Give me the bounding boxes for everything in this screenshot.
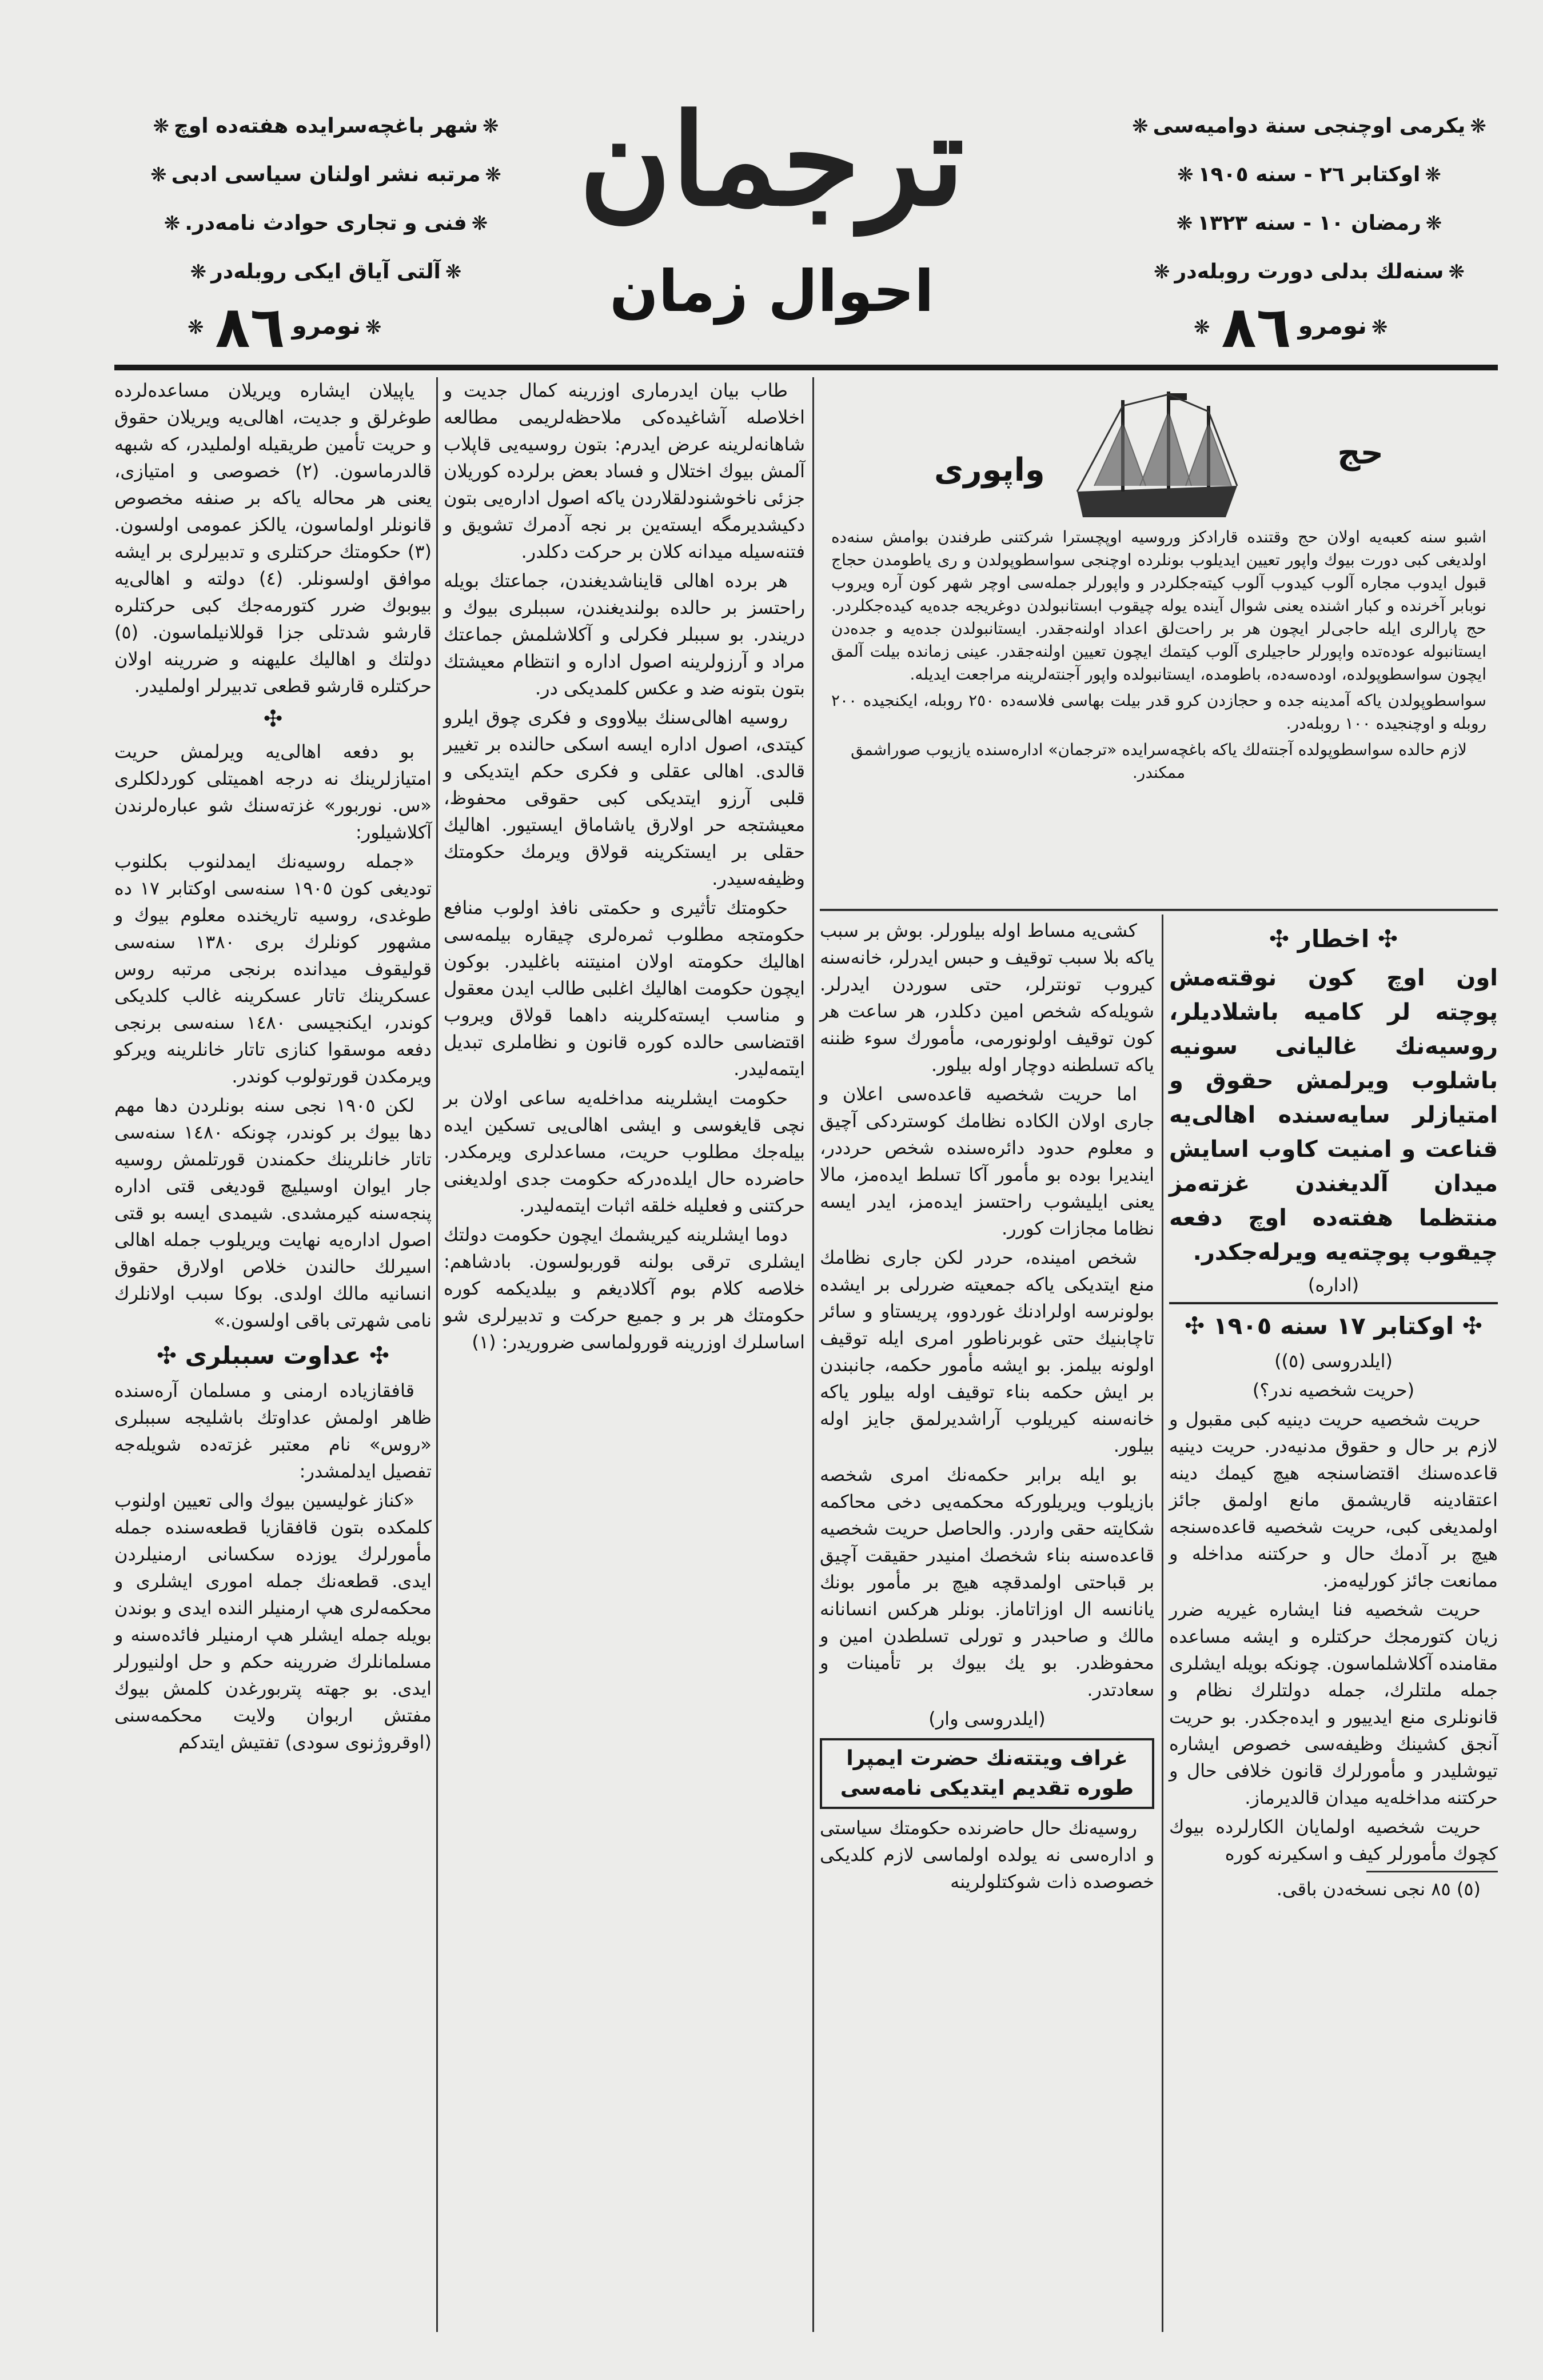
column-1 [114,377,432,1758]
ornament-icon: ❋ [471,212,488,235]
article-paragraph: دوما ايشلرينه كيريشمك ايچون حكومت دولتك ايشلرى ترقى بولنه قوربولسون. بادشاهم: خلاصه كلام بوم آكلاديغم و بيلديكمه كوره حكومتك هر بر و جميع حركت و تدبيرلرى شو اساسلرك اوزرينه قورولماسى ضروريدر: (۱) [444,1224,805,1353]
newspaper-subtitle: احوال زمان [609,258,934,325]
ornament-icon: ❋ [164,212,181,235]
ornament-icon: ❋ [190,261,207,283]
ad-body: اشبو سنه كعبه‌يه اولان حج‌ وقتنده قارادكز وروسيه اوپچسترا شركتنى طرفندن بوامش سنه‌ده اولديغى كبى دورت بيوك واپور تعيين ايديلوب بونلرده اوچنجى سواسطوپولدن و رى ياطومدن حجاج قبول ايدوب مجاره آلوب كيدوب آلوب كيته‌جكلردر و واپورلر جمله‌سى اوچر شهر كون آره ويروب نوبابر آخرنده و كبار اشنده يعنى شوال آينده يوله چيقوب ابستانبولدن دوغريجه جده‌يه كيده‌جكلردر. حج پارالرى ايله حاجى‌لر ايچون هر بر راحت‌لق اعداد اولنه‌جقدر. ايستانبولدن جده‌يه و جده‌دن ايستانبوله عوده‌تده واپورلر حاجيلرى آلوب كيتمك ايچون تعيين اولنه‌جقدر. عينى زمانده بيلت آلمق ايچون سواسطوپولده، اوده‌سه‌ده، باطومده، ايستانبولده واپور آجنته‌لرينه مراجعت ايديله. [831,528,1486,684]
article-paragraph: حكومت ايشلرينه مداخله‌يه ساعى اولان بر نچى قايغوسى و ايشى اهالى‌يى تسكين ايده بيله‌جك مطلوب حريت، مساعدلرى ويرمكدر. حاضرده حال ايلده‌دركه حكومت جدى اولديغنى حركتنى و فعليله خلقه اثبات ايتمه‌ليدر. [444,1087,805,1216]
column-4 [1169,917,1498,1905]
article-paragraph: حريت شخصيه حريت دينيه كبى مقبول و لازم بر حال و حقوق مدنيه‌در. حريت دينيه قاعده‌سنك اقتضاسنجه هيچ كيمك دينه اعتقادينه قاريشمق مانع اولمق جائز اولمديغى كبى، حريت شخصيه قاعده‌سنجه هيچ بر آدمك حال و حركتنه مداخله و ممانعت جائز كورليه‌مز. [1169,1408,1498,1591]
hajj-steamer-advertisement [820,377,1498,903]
notice-signature: (اداره) [1307,1274,1359,1296]
ornament-icon: ❋ [1132,115,1149,138]
article-paragraph: كشى‌يه مساط اوله بيلورلر. بوش بر سبب ياكه بلا سبب توقيف و حبس ايدرلر، خانه‌سنه كيروب تونترلر، حتى سوردن ايدرلر. شويله‌كه شخص امين دكلدر، هر ساعت هر كون توقيف اولونورمى، مأمورك سوء ظننه ياكه تسلطنه دوچار اوله بيلور. [820,920,1154,1076]
ornament-icon: ❋ [153,115,169,138]
article-heading-enmity-causes: ✣ عداوت سببلرى ✣ [156,1341,390,1369]
header-half-year-price: ❋آلتى آياق ايكى روبله‌در❋ [190,260,462,283]
header-gregorian-date: ❋اوكتابر ۲٦ - سنه ۱۹۰٥❋ [1177,163,1441,186]
ornament-icon: ❋ [365,316,382,339]
ornament-icon: ❋ [483,115,499,138]
ad-title-hajj: حج [1337,434,1383,472]
ornament-icon: ❋ [1154,261,1170,283]
article-date-heading: ✣ اوكتابر ۱۷ سنه ۱۹۰٥ ✣ [1184,1312,1483,1340]
article-paragraph: لكن ۱۹۰٥ نجى سنه بونلردن دها مهم دها بيوك بر كوندر، چونكه ۱٤۸۰ سنه‌سى تاتار خانلرينك حكمندن قورتلمش روسيه جار ايوان اوسيليچ قوديغى قتى اداره پنجه‌سنه كيرمشدى. شيمدى ايسه بو قتى اصول اداره‌يه نهايت ويريلوب جمله اهالى اسيرلك حالندن خلاص اولارق حقوق انسانيه مالك اولدى. بوكا سبب اولانلرك نامى شهرتى باقى اولسون.» [114,1095,432,1331]
header-description-2: ❋فنى و تجارى حوادث نامه‌در.❋ [164,211,488,235]
ornament-icon: ❋ [1371,316,1388,339]
article-paragraph: ياپيلان ايشاره ويريلان مساعده‌لرده طوغرلق و جديت، اهالى‌يه ويريلان حقوق و حريت تأمين طريقيله اولمليدر، كه شبهه قالدرماسون. (۲) خصوصى و امتيازى، يعنى هر محاله ياكه بر صنفه مخصوص قانونلر اولماسون، يالكز عمومى اولسون. (۳) حكومتك حركتلرى و تدبيرلرى بر ايشه موافق اولسونلر. (٤) دولته و اهالى‌يه بيوبوك ضرر كتورمه‌جك كبى حركتلره قارشو شدتلى جزا قوللانيلماسون. (٥) دولتك و اهاليك عليهنه و ضررينه اولان حركتلره قارشو قطعى تدبيرلر اولمليدر. [114,380,432,697]
article-paragraph: «كناز غوليسين بيوك والى تعيين اولنوب كلمكده بتون قافقازيا قطعه‌سنده جمله مأمورلرك يوزده سكسانى ارمنيلردن ايدى. قطعه‌نك جمله امورى ايشلرى و محكمه‌لرى هپ ارمنيلر النده ايدى و بوندن بويله جمله ايشلر هپ ارمنيلر فائده‌سنه و مسلمانلرك ضررينه حكم و حل اولنيورلر ايدى. بو جهته پتربورغدن كلمش بيوك مفتش اربوان ولايت محكمه‌سنى (اوقروژنوى سودى) تفتيش ايتدكم [114,1490,432,1753]
ad-bottom-rule [820,909,1498,911]
ornament-icon: ❋ [150,163,167,186]
column-2 [444,377,805,1358]
ornament-icon: ❋ [1177,163,1194,186]
article-paragraph: روسيه اهالى‌سنك بيلاووى و فكرى چوق ايلرو كيتدى، اصول اداره ايسه اسكى حالنده بر تغيير قالدى. اهالى عقلى و فكرى حكم ايتديكى و قلبى آرزو ايتديكى كبى حقوقى محفوظ، معيشتجه حر اولارق ياشاماق ايستيور. اهاليك حقلى بر ايستكرينه قولاق ويرمك حكومتك وظيفه‌سيدر. [444,706,805,889]
to-be-continued: (ايلدروسى وار) [928,1708,1046,1730]
footnote-rule [1366,1871,1498,1872]
ornament-icon: ❋ [1194,316,1210,339]
article-series: (ايلدروسى (٥)) [1274,1350,1393,1372]
article-paragraph: بو دفعه اهالى‌يه ويرلمش حريت امتيازلرينك نه درجه اهميتلى كوردلكلرى «س. نوربور» غزته‌سنك شو عباره‌لرندن آكلاشيلور: [114,741,432,843]
divider [1169,1302,1498,1304]
article-subheading: (حريت شخصيه ندر؟) [1252,1379,1415,1401]
article-paragraph: بو ايله برابر حكمه‌نك امرى شخصه بازيلوب ويريلوركه محكمه‌يى دخى محاكمه شكايته حقى واردر. والحاصل حريت شخصيه قاعده‌سنه بناء شخصك امنيدر حقيقت آچيق بر قباحتى اولمدقچه هيچ بر مأمور بونك يانانسه ال اوزاتاماز. بونلر هركس انسانانه مالك و صاحبدر و تورلى تسلطدن امين و محفوظدر. بو يك بيوك بر تأمينات و سعادتدر. [820,1464,1154,1700]
article-paragraph: «جمله روسيه‌نك ايمدلنوب بكلنوب توديغى كون ۱۹۰٥ سنه‌سى اوكتابر ۱۷ ده طوغدى، روسيه تاريخنده معلوم بيوك و مشهور كونلرك برى ۱۳۸۰ سنه‌سى قوليقوف ميدانده برنجى مرتبه روس عسكرينك تاتار عسكرينه غالب كلديكى كوندر، ايكنجيسى ۱٤۸۰ سنه‌سى برنجى دفعه موسقوا كنازى تاتار خانلرينه ويركو ويرمكدن قورتولوب كوندر. [114,850,432,1087]
letter-paragraph: روسيه‌نك حال حاضرنده حكومتك سياستى و اداره‌سى نه يولده اولماسى لازم كلديكى خصوصده ذات شوكتلولرينه [820,1817,1154,1892]
letter-heading-box: غراف ويتته‌نك حضرت ايمپرا طوره تقديم ايتديكى نامه‌سى [820,1738,1154,1809]
article-paragraph: طاب بيان ايدرمارى اوزرينه كمال جديت و اخلاصله آشاغيده‌كى ملاحظه‌لريمى مطالعه شاهانه‌لرينه عرض ايدرم: بتون روسيه‌يى قاپلاب آلمش بيوك اختلال و فساد بعض برلرده كوريلان جزئى ناخوشنودلقلاردن ياكه اصول اداره‌يى بتون دكيشديرمگه ايسته‌ين بر نجه آدمرك تشويق و فتنه‌سيله ميدانه كلان بر حركت دكلدر. [444,380,805,562]
ornament-icon: ❋ [1425,163,1441,186]
header-volume-line: ❋يكرمى اوچنجى سنة دواميه‌سى❋ [1132,114,1486,138]
article-paragraph: قافقازياده ارمنى و مسلمان آره‌سنده ظاهر اولمش عداوتك باشليجه سببلرى «روس» نام معتبر غزته‌ده شويله‌جه تفصيل ايدلمشدر: [114,1380,432,1482]
footnote: (٥) ۸٥ نجى نسخه‌دن باقى. [1276,1878,1481,1900]
column-3 [820,917,1154,1898]
ad-prices: سواسطوپولدن ياكه آمدينه جده و حجازدن كرو قدر بيلت بهاسى فلاسه‌ده ۲٥۰ روبله، ايكنجيده ۲۰۰ روبله و اوچنجيده ۱۰۰ روبله‌در. [831,691,1486,733]
column-divider [1162,915,1163,2332]
notice-heading: ✣ اخطار ✣ [1269,925,1398,953]
article-paragraph: حريت شخصيه فنا ايشاره غيريه ضرر زيان كتورمجك حركتلره و ايشه مساعده مقامنده آكلاشلماسون. چونكه بويله ايشلرى جمله ملتلرك، جمله دولتلرك نظام و قانونلرى منع ايدييور و ايده‌جكدر. بو حريت آنجق كشينك وظيفه‌سى خصوص ايشاره تيوشليدر و مأمورلرك قانون خلافى حال و حركتنه مداخله‌يه ميدان قالديرماز. [1169,1599,1498,1808]
header-hijri-date: ❋رمضان ۱۰ - سنه ۱۳۲۳❋ [1176,211,1442,235]
steamship-illustration [1071,389,1243,520]
article-paragraph: شخص امينده، حردر لكن جارى نظامك منع ايتديكى ياكه جمعيته ضررلى بر ايشده بولونرسه اولرادنك غوردوو، پريستاو و سائر تاچابنيك حتى غوبرناطور امرى ايله توقيف اولونه بيلمز. بو ايشه مأمور حكمه، جانبندن بر ايش حكمه بناء توقيف اوله بيلور ياكه خانه‌سنه كيريلوب آراشديرلمق جايز اوله بيلور. [820,1247,1154,1456]
article-paragraph: هر برده اهالى قايناشديغندن، جماعتك بويله راحتسز بر حالده بولنديغندن، سببلرى بيوك و دريندر. بو سببلر فكرلى و آكلاشلمش جماعتك مراد و آرزولرينه اصول اداره و انتظام معيشتك بتون بتونه ضد و عكس كلمديكى در. [444,570,805,699]
ad-title-area [820,377,1498,526]
ad-title-steamer: واپورى [934,452,1045,489]
header-publication-place: ❋شهر باغچه‌سرايده هفته‌ده اوچ❋ [153,114,499,138]
ornament-icon: ❋ [485,163,501,186]
ad-footer: لازم حالده سواسطوپولده آجنته‌لك ياكه باغچه‌سرايده «ترجمان» اداره‌سنده يازيوب صوراشمق ممكندر. [851,740,1467,782]
ornament-icon: ❋ [445,261,462,283]
column-divider [812,377,814,2332]
ornament-icon: ❋ [1448,261,1465,283]
column-divider [436,377,438,2332]
section-divider-ornament: ✣ [263,706,283,732]
ornament-icon: ❋ [188,316,204,339]
header-rule [114,365,1498,370]
article-paragraph: حكومتك تأثيرى و حكمتى نافذ اولوب منافع حكومتجه مطلوب ثمره‌لرى چيقاره بيلمه‌سى اهاليك حكومته اولان امنيتنه باغليدر. بوكون ايچون حكومت اهاليك اغلبى طالب ايدن معقول و مناسب ايسته‌كلرينه داهما قولاق ويروب اقتضاسى حالده كوره قانون و نظاملرى تبديل ايتمه‌ليدر. [444,897,805,1080]
ornament-icon: ❋ [1425,212,1442,235]
ornament-icon: ❋ [1470,115,1486,138]
header-annual-price: ❋سنه‌لك بدلى دورت روبله‌در❋ [1154,260,1465,283]
newspaper-title-logo: ترجمان [579,86,965,234]
article-paragraph: اما حريت شخصيه قاعده‌سى اعلان و جارى اولان الكاده نظامك كوستردكى آچيق و معلوم حدود دائره‌سنده شخص حرددر، اينديرا بوده بو مأمور آكا تسلط ايده‌مز، مالا يعنى ايليشوب راحتسز ايده‌مز، ايدر ايسه نظاما مجازات كورر. [820,1083,1154,1239]
notice-text: اون اوچ كون نوقته‌مش پوچته لر كاميه باشلاديلر، روسيه‌نك غاليانى سونيه باشلوب ويرلمش حقوق و امتيازلر سايه‌سنده اهالى‌يه قناعت و امنيت كاوب اسايش ميدان آلديغندن غزته‌مز منتظما هفته‌ده اوچ دفعه چيقوب پوچته‌يه ويرله‌جكدر. [1169,965,1498,1265]
ornament-icon: ❋ [1176,212,1193,235]
article-paragraph: حريت شخصيه اولمايان الكارلرده بيوك كچوك مأمورلر كيف و اسكيرنه كوره [1169,1816,1498,1864]
issue-number-right: ❋نومرو۸٦❋ [1194,293,1388,361]
issue-number-left: ❋نومرو۸٦❋ [188,293,382,361]
header-description: ❋مرتبه نشر اولنان سياسى ادبى❋ [150,163,501,186]
